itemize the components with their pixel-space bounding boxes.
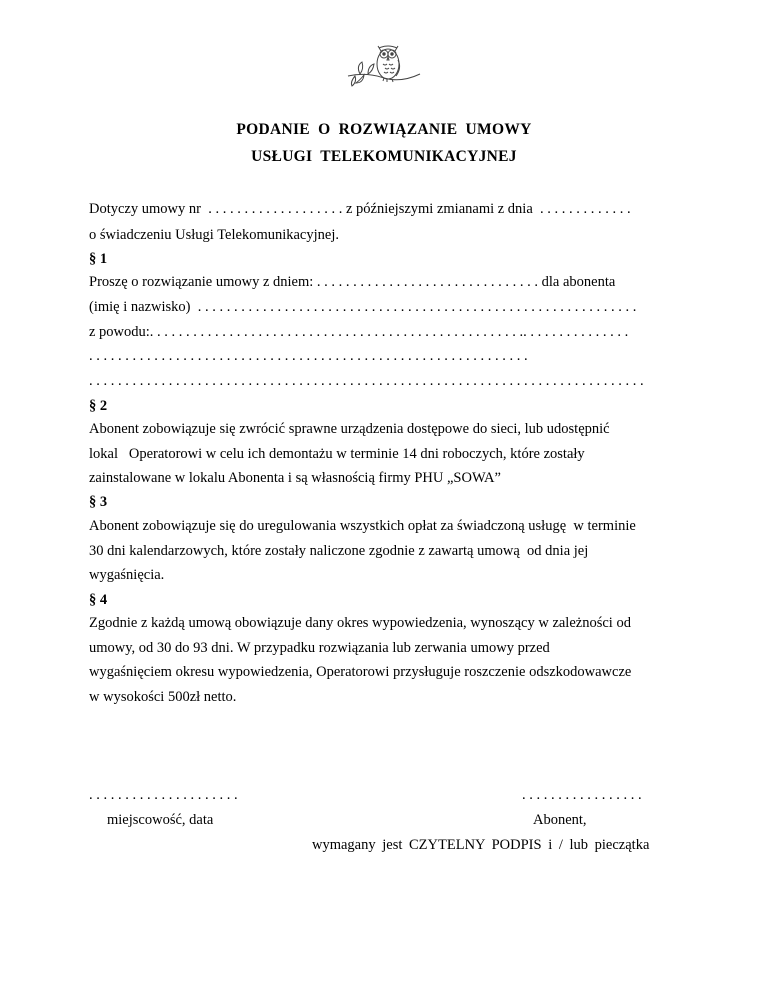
section-1-reason-continuation-2: . . . . . . . . . . . . . . . . . . . . . . . . . . . . . . . . . . . . . . . . . . . . . . . . . . . . . . . . . . . . . . . . . . . . . . . . . . . . . [89,373,644,389]
intro-contract-line: Dotyczy umowy nr . . . . . . . . . . . . . . . . . . . z późniejszymi zmianami z dnia . . . . . . . . . . . . . [89,201,631,217]
document-title-line2: USŁUGI TELEKOMUNIKACYJNEJ [251,148,517,165]
section-1-termination-date-line: Proszę o rozwiązanie umowy z dniem: . . . . . . . . . . . . . . . . . . . . . . . . . . . . . . . dla abonenta [89,274,616,290]
section-4-heading: § 4 [89,592,108,608]
section-4-text-line3: wygaśnięciem okresu wypowiedzenia, Operatorowi przysługuje roszczenie odszkodowawcze [89,664,632,680]
intro-service-line: o świadczeniu Usługi Telekomunikacyjnej. [89,227,339,243]
section-4-text-line4: w wysokości 500zł netto. [89,689,237,705]
section-3-text-line2: 30 dni kalendarzowych, które zostały naliczone zgodnie z zawartą umową od dnia jej [89,543,589,559]
place-date-signature-line: . . . . . . . . . . . . . . . . . . . . . [89,787,238,803]
section-1-reason-continuation: . . . . . . . . . . . . . . . . . . . . . . . . . . . . . . . . . . . . . . . . . . . . . . . . . . . . . . . . . . . . . [89,348,528,364]
section-2-text-line2: lokal Operatorowi w celu ich demontażu w terminie 14 dni roboczych, które zostały [89,446,585,462]
section-1-heading: § 1 [89,251,108,267]
section-4-text-line1: Zgodnie z każdą umową obowiązuje dany okres wypowiedzenia, wynoszący w zależności od [89,615,631,631]
section-2-text-line3: zainstalowane w lokalu Abonenta i są własnością firmy PHU „SOWA” [89,470,501,486]
section-3-text-line3: wygaśnięcia. [89,567,165,583]
section-2-text-line1: Abonent zobowiązuje się zwrócić sprawne urządzenia dostępowe do sieci, lub udostępnić [89,421,610,437]
document-title-line1: PODANIE O ROZWIĄZANIE UMOWY [236,121,532,138]
place-date-label: miejscowość, data [107,812,214,828]
section-4-text-line2: umowy, od 30 do 93 dni. W przypadku rozwiązania lub zerwania umowy przed [89,640,550,656]
subscriber-signature-line: . . . . . . . . . . . . . . . . . [522,787,642,803]
section-1-reason-line: z powodu:. . . . . . . . . . . . . . . . . . . . . . . . . . . . . . . . . . . . . . . . . . . . . . . . . . . .. . . . . . . . . . . . . . . [89,324,629,340]
section-3-heading: § 3 [89,494,108,510]
section-2-heading: § 2 [89,398,108,414]
section-3-text-line1: Abonent zobowiązuje się do uregulowania wszystkich opłat za świadczoną usługę w terminie [89,518,636,534]
owl-logo-icon [346,36,422,96]
signature-requirement-note: wymagany jest CZYTELNY PODPIS i / lub pieczątka [312,837,650,853]
subscriber-label: Abonent, [533,812,587,828]
section-1-name-line: (imię i nazwisko) . . . . . . . . . . . . . . . . . . . . . . . . . . . . . . . . . . . . . . . . . . . . . . . . . . . . . . . . . . . . . [89,299,637,315]
